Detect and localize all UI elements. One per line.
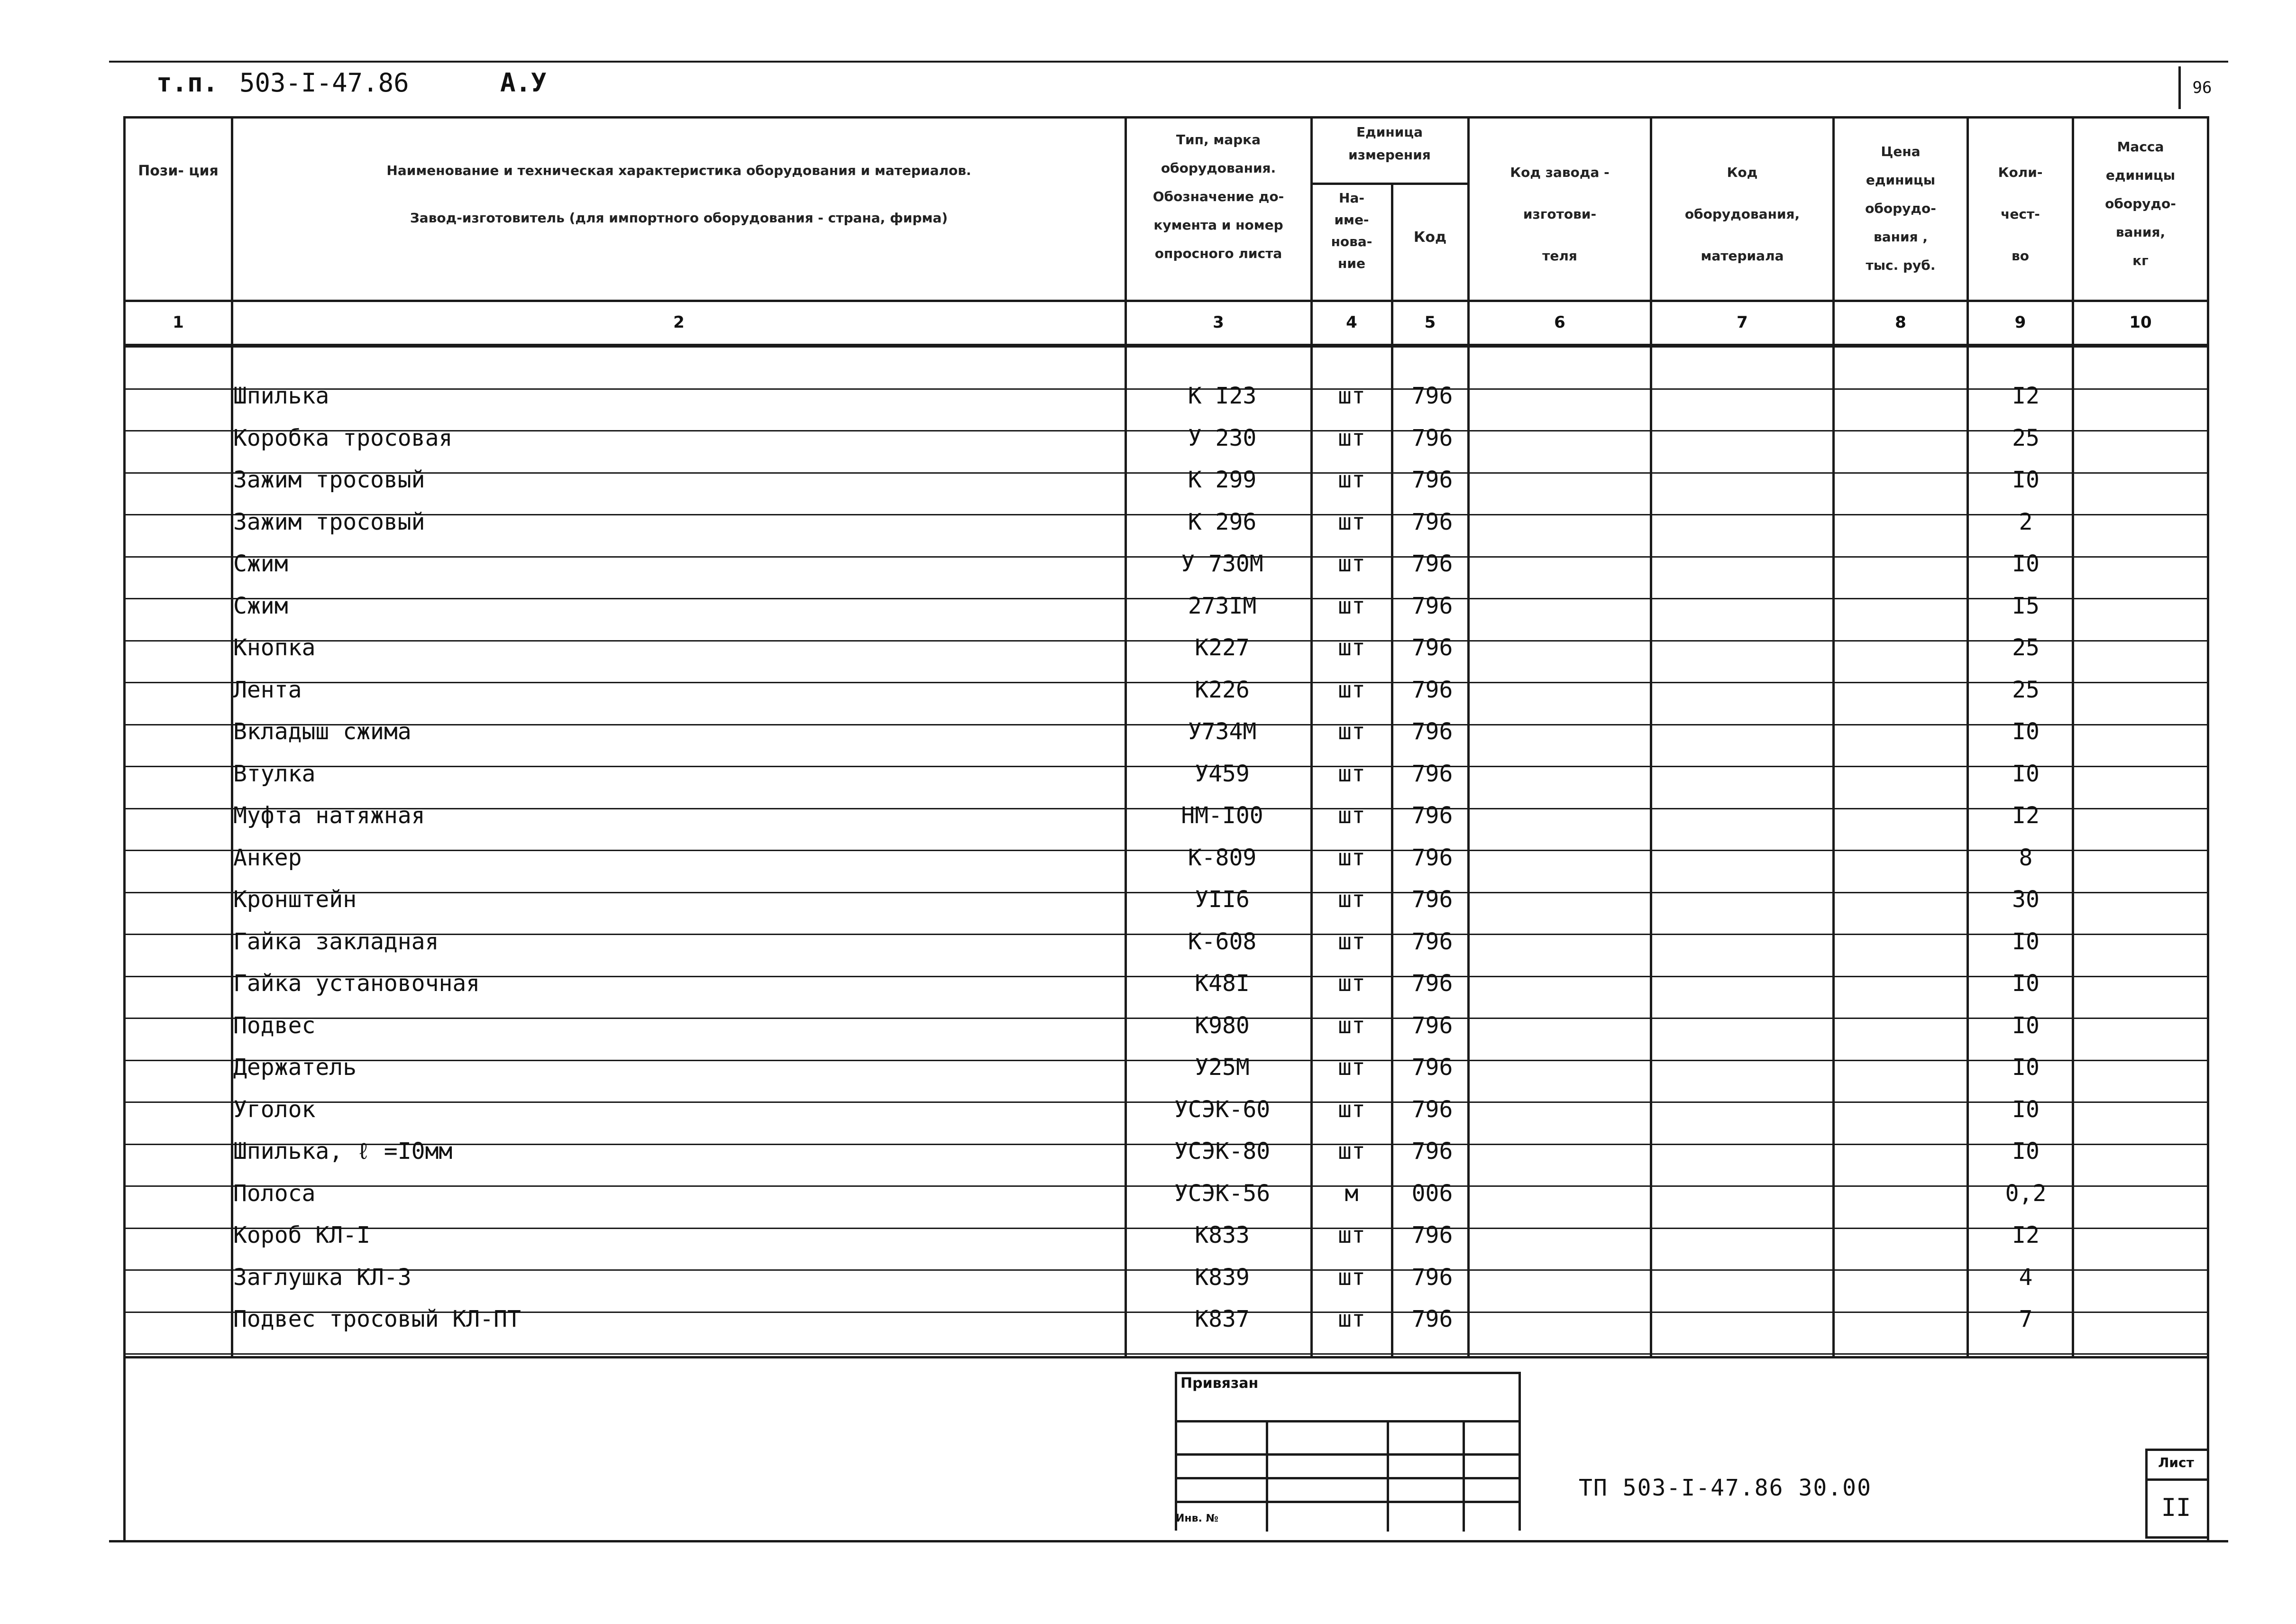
row-divider	[123, 346, 2209, 348]
item-name: Гайка закладная	[233, 928, 439, 955]
item-unit-code: 796	[1411, 761, 1453, 787]
item-type: К-608	[1188, 928, 1257, 955]
item-type: К980	[1195, 1012, 1250, 1039]
item-quantity: I0	[2012, 551, 2040, 577]
col-header-unit-name: На- име- нова- ние	[1331, 190, 1372, 271]
item-type: К226	[1195, 677, 1250, 703]
item-unit: шт	[1338, 425, 1365, 451]
item-quantity: I0	[2012, 761, 2040, 787]
item-unit-code: 796	[1411, 383, 1453, 409]
item-quantity: I0	[2012, 718, 2040, 745]
col-header-factory: Код завода - изготови- теля	[1510, 165, 1610, 264]
item-quantity: I0	[2012, 1012, 2040, 1039]
item-unit: шт	[1338, 1222, 1365, 1248]
item-type: К 296	[1188, 509, 1257, 535]
item-unit: шт	[1338, 802, 1365, 829]
column-number: 2	[673, 313, 685, 332]
album-label: А.У	[500, 68, 547, 98]
item-type: К I23	[1188, 383, 1257, 409]
item-quantity: 7	[2019, 1306, 2033, 1332]
item-unit: шт	[1338, 593, 1365, 619]
col-header-name-2: Завод-изготовитель (для импортного оборудования - страна, фирма)	[410, 210, 948, 226]
item-quantity: 30	[2012, 886, 2040, 913]
item-unit-code: 796	[1411, 1012, 1453, 1039]
item-unit-code: 796	[1411, 593, 1453, 619]
item-type: К839	[1195, 1264, 1250, 1291]
item-name: Шпилька, ℓ =I0мм	[233, 1138, 453, 1165]
sheet-label: Лист	[2158, 1455, 2194, 1470]
item-quantity: I2	[2012, 802, 2040, 829]
column-number: 10	[2129, 313, 2152, 332]
item-unit: шт	[1338, 677, 1365, 703]
item-quantity: I0	[2012, 1138, 2040, 1165]
item-unit-code: 796	[1411, 425, 1453, 451]
item-unit-code: 796	[1411, 1222, 1453, 1248]
item-type: У 230	[1188, 425, 1257, 451]
col-header-unit-code: Код	[1413, 229, 1447, 246]
item-unit: шт	[1338, 886, 1365, 913]
col-header-unit-group: Единица измерения	[1348, 124, 1431, 163]
item-unit: шт	[1338, 1096, 1365, 1123]
item-type: К833	[1195, 1222, 1250, 1248]
item-name: Втулка	[233, 761, 316, 787]
item-name: Кнопка	[233, 634, 316, 661]
item-unit: шт	[1338, 1264, 1365, 1291]
item-quantity: 4	[2019, 1264, 2033, 1291]
item-quantity: I0	[2012, 928, 2040, 955]
item-name: Короб КЛ-I	[233, 1222, 370, 1248]
column-number: 3	[1213, 313, 1224, 332]
col-header-mass: Масса единицы оборудо- вания, кг	[2105, 139, 2176, 268]
item-unit-code: 796	[1411, 802, 1453, 829]
item-name: Гайка установочная	[233, 970, 480, 997]
item-type: К 299	[1188, 467, 1257, 493]
item-type: УСЭК-56	[1174, 1180, 1271, 1207]
item-unit: м	[1345, 1180, 1359, 1207]
item-quantity: I0	[2012, 970, 2040, 997]
col-header-price: Цена единицы оборудо- вания , тыс. руб.	[1865, 144, 1936, 273]
item-type: УII6	[1195, 886, 1250, 913]
item-unit-code: 796	[1411, 844, 1453, 871]
project-code: 503-I-47.86	[239, 68, 409, 98]
item-unit: шт	[1338, 844, 1365, 871]
item-unit-code: 796	[1411, 1096, 1453, 1123]
item-unit-code: 796	[1411, 677, 1453, 703]
item-unit: шт	[1338, 761, 1365, 787]
item-name: Шпилька	[233, 383, 329, 409]
item-unit: шт	[1338, 467, 1365, 493]
col-header-name-1: Наименование и техническая характеристика оборудования и материалов.	[386, 163, 971, 178]
col-header-qty: Коли- чест- во	[1998, 165, 2043, 264]
item-unit: шт	[1338, 970, 1365, 997]
item-name: Подвес	[233, 1012, 316, 1039]
item-quantity: I0	[2012, 1096, 2040, 1123]
item-unit-code: 796	[1411, 970, 1453, 997]
item-quantity: 0,2	[2005, 1180, 2047, 1207]
item-name: Зажим тросовый	[233, 509, 425, 535]
item-unit-code: 796	[1411, 551, 1453, 577]
item-name: Зажим тросовый	[233, 467, 425, 493]
item-type: НМ-I00	[1181, 802, 1263, 829]
item-type: У 730М	[1181, 551, 1263, 577]
column-number: 7	[1737, 313, 1748, 332]
item-type: У25М	[1195, 1054, 1250, 1081]
item-name: Лента	[233, 677, 302, 703]
item-type: К-809	[1188, 844, 1257, 871]
column-number: 9	[2014, 313, 2026, 332]
item-quantity: 8	[2019, 844, 2033, 871]
sheet-number: II	[2161, 1494, 2191, 1522]
item-unit-code: 796	[1411, 928, 1453, 955]
item-unit: шт	[1338, 1138, 1365, 1165]
item-unit-code: 796	[1411, 509, 1453, 535]
row-divider	[123, 1353, 2209, 1355]
item-quantity: 2	[2019, 509, 2033, 535]
item-quantity: I2	[2012, 383, 2040, 409]
item-unit-code: 796	[1411, 1138, 1453, 1165]
item-unit: шт	[1338, 928, 1365, 955]
col-header-type: Тип, марка оборудования. Обозначение до- кумента и номер опросного листа	[1153, 132, 1284, 261]
item-type: К48I	[1195, 970, 1250, 997]
item-quantity: I0	[2012, 467, 2040, 493]
item-unit-code: 796	[1411, 718, 1453, 745]
page-number: 96	[2178, 66, 2223, 109]
column-number: 8	[1895, 313, 1906, 332]
item-unit-code: 796	[1411, 634, 1453, 661]
item-unit-code: 796	[1411, 467, 1453, 493]
stamp-bound-label: Привязан	[1180, 1375, 1259, 1392]
item-name: Вкладыш сжима	[233, 718, 412, 745]
item-name: Подвес тросовый КЛ-ПТ	[233, 1306, 521, 1332]
item-type: У734М	[1188, 718, 1257, 745]
document-code: ТП 503-I-47.86 30.00	[1579, 1475, 1872, 1501]
col-header-equip-code: Код оборудования, материала	[1684, 165, 1800, 264]
item-unit-code: 796	[1411, 1306, 1453, 1332]
item-unit: шт	[1338, 509, 1365, 535]
column-number: 1	[173, 313, 184, 332]
item-type: У459	[1195, 761, 1250, 787]
item-unit: шт	[1338, 1306, 1365, 1332]
item-name: Уголок	[233, 1096, 316, 1123]
item-name: Муфта натяжная	[233, 802, 425, 829]
item-name: Полоса	[233, 1180, 316, 1207]
item-quantity: 25	[2012, 634, 2040, 661]
item-unit: шт	[1338, 634, 1365, 661]
item-quantity: 25	[2012, 425, 2040, 451]
item-quantity: I2	[2012, 1222, 2040, 1248]
series-label: т.п.	[156, 68, 219, 98]
item-unit-code: 796	[1411, 886, 1453, 913]
column-number: 6	[1554, 313, 1565, 332]
item-name: Анкер	[233, 844, 302, 871]
item-quantity: I0	[2012, 1054, 2040, 1081]
item-name: Коробка тросовая	[233, 425, 453, 451]
item-type: К227	[1195, 634, 1250, 661]
item-name: Кронштейн	[233, 886, 357, 913]
item-type: 273IМ	[1188, 593, 1257, 619]
column-number: 4	[1346, 313, 1357, 332]
item-type: К837	[1195, 1306, 1250, 1332]
item-unit: шт	[1338, 718, 1365, 745]
item-name: Заглушка КЛ-3	[233, 1264, 412, 1291]
item-name: Сжим	[233, 551, 288, 577]
item-unit: шт	[1338, 1012, 1365, 1039]
item-name: Сжим	[233, 593, 288, 619]
column-number: 5	[1424, 313, 1436, 332]
item-unit: шт	[1338, 551, 1365, 577]
item-quantity: 25	[2012, 677, 2040, 703]
item-unit-code: 796	[1411, 1264, 1453, 1291]
item-type: УСЭК-60	[1174, 1096, 1271, 1123]
item-unit-code: 796	[1411, 1054, 1453, 1081]
col-header-position: Пози- ция	[138, 163, 219, 179]
item-type: УСЭК-80	[1174, 1138, 1271, 1165]
item-unit: шт	[1338, 383, 1365, 409]
item-name: Держатель	[233, 1054, 357, 1081]
item-unit: шт	[1338, 1054, 1365, 1081]
item-unit-code: 006	[1411, 1180, 1453, 1207]
stamp-inventory-label: Инв. №	[1176, 1513, 1219, 1524]
item-quantity: I5	[2012, 593, 2040, 619]
